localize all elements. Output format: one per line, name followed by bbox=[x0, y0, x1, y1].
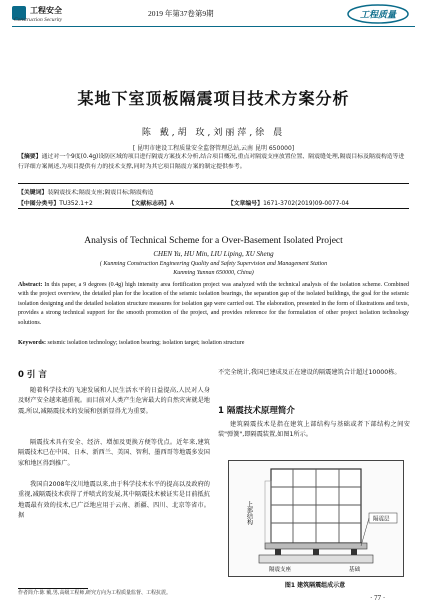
section-0-heading: 0 引 言 bbox=[18, 370, 47, 380]
section-0-p2: 隔震技术具有安全、经济、增加及更换方便等优点。近年来,建筑隔震技术已在中国、日本、新西兰、美国、智利、墨西哥等地震多发国家和地区得到推广。 bbox=[18, 439, 210, 467]
keywords-en bbox=[18, 340, 409, 346]
section-1-heading: 1 隔震技术原理简介 bbox=[218, 406, 295, 416]
article-authors: 陈 戴,胡 玫,刘丽萍,徐 晨 bbox=[141, 128, 286, 138]
isolation-figure bbox=[228, 460, 404, 577]
label-bearing: 隔震支座 bbox=[269, 567, 292, 573]
section-0-p1: 随着科学技术的飞速发展和人民生活水平的日益提高,人民对人身及财产安全越来越重视。而目前对人类产生危害最大的自然灾害就是地震,所以,减隔震技术的发展和创新显得尤为重要。 bbox=[18, 387, 210, 415]
brand-logo-icon bbox=[346, 4, 410, 24]
divider bbox=[18, 208, 409, 209]
abstract-en-label: Abstract: bbox=[18, 282, 43, 288]
article-authors-en: CHEN Yu, HU Min, LIU Liping, XU Sheng bbox=[153, 250, 274, 258]
section-0-p3: 我国自2008年汶川地震以来,由于科学技术水平的提高以及政府的重视,减隔震技术获得了并喷式的发展,其中隔震技术被证实是目前抵抗地震最有效的技术,已广泛地应用于云南、新疆、四川、北京等省市。据 bbox=[18, 481, 210, 520]
abstract-en bbox=[18, 281, 409, 328]
abstract-label: 【摘要】 bbox=[18, 154, 42, 160]
affiliation-en: ( Kunming Construction Engineering Quality and Safety Supervision and Management Station bbox=[99, 261, 328, 267]
journal-title: 工程安全 bbox=[30, 6, 62, 15]
header-divider bbox=[12, 26, 415, 27]
page-number: · 77 · bbox=[370, 594, 386, 602]
keywords-en-label: Keywords: bbox=[18, 340, 46, 346]
footnote-divider bbox=[18, 588, 88, 589]
article-label: 【文章编号】 bbox=[227, 201, 264, 207]
keywords-label: 【关键词】 bbox=[18, 190, 48, 196]
label-foundation: 基础 bbox=[349, 567, 361, 573]
article-title: 某地下室顶板隔震项目技术方案分析 bbox=[77, 89, 350, 108]
abstract-text: 通过对一个9度(0.4g)设防区域的项目进行隔震方案技术分析,结合项目概况,重点对隔震支座放置位置、隔震缝处理,隔震目标及隔震构造等进行详细方案阐述,为项目提供有力的技术支撑,同时为其它项目隔震方案的制定提供参考。 bbox=[18, 154, 405, 170]
article-value: 1671-3702(2019)09-0077-04 bbox=[263, 201, 349, 207]
divider bbox=[18, 183, 409, 184]
keywords-text: 装隔震技术;隔震支座;隔震目标;隔震构造 bbox=[47, 190, 154, 196]
abstract-en-text: In this paper, a 9 degrees (0.4g) high intensity area fortification project was analyzed with the technical analysis of the isolation scheme. Combined with the project overview, the detailed plan for the location of the seismic isolation bearings, the separation gap of the isolated buildings, the goal for the seismic isolation designing and the detailed isolation structure measures for isolation gap were carried out. The elaboration, presented in the form of illustrations and texts, provides a strong technical support for the smooth promotion of the project, and provides reference for the formulation of other project isolation technology solutions. bbox=[18, 282, 410, 326]
doc-value: A bbox=[169, 201, 174, 207]
author-footnote: 作者简介:陈 戴,男,高级工程师,研究方向为工程质量监督、工程抗震。 bbox=[18, 590, 172, 596]
section-0-continued: 不完全统计,我国已建成及正在建设的隔震建筑合计超过10000栋。 bbox=[218, 369, 401, 376]
doc-label: 【文献标志码】 bbox=[128, 201, 170, 207]
keywords-en-text: seismic isolation technology; isolation bearing; isolation target; isolation structure bbox=[47, 340, 245, 346]
issue-info: 2019 年第37卷第9期 bbox=[148, 9, 214, 18]
brand-text: 工程质量 bbox=[359, 10, 397, 21]
article-title-en: Analysis of Technical Scheme for a Over-Basement Isolated Project bbox=[84, 236, 343, 246]
clc-label: 【中图分类号】 bbox=[18, 201, 60, 207]
label-upper-structure: 上部结构 bbox=[245, 501, 253, 525]
journal-title-en: Construction Security bbox=[14, 17, 63, 23]
article-affiliation: [ 昆明市建设工程质量安全监督管理总站,云南 昆明 650000] bbox=[132, 145, 295, 152]
affiliation-city-en: Kunming Yunnan 650000, China) bbox=[173, 270, 254, 276]
figure-caption: 图1 建筑隔震组成示意 bbox=[284, 582, 346, 589]
meta-row bbox=[18, 198, 409, 207]
abstract-cn bbox=[18, 153, 409, 172]
clc-value: TU352.1+2 bbox=[59, 201, 93, 207]
label-isolation-layer: 隔震层 bbox=[373, 516, 390, 523]
section-1-p1: 建筑隔震技术是指在建筑上部结构与基础或者下部结构之间安装"弹簧",即隔震装置,如图1所示。 bbox=[218, 421, 410, 439]
keywords-cn bbox=[18, 187, 409, 196]
